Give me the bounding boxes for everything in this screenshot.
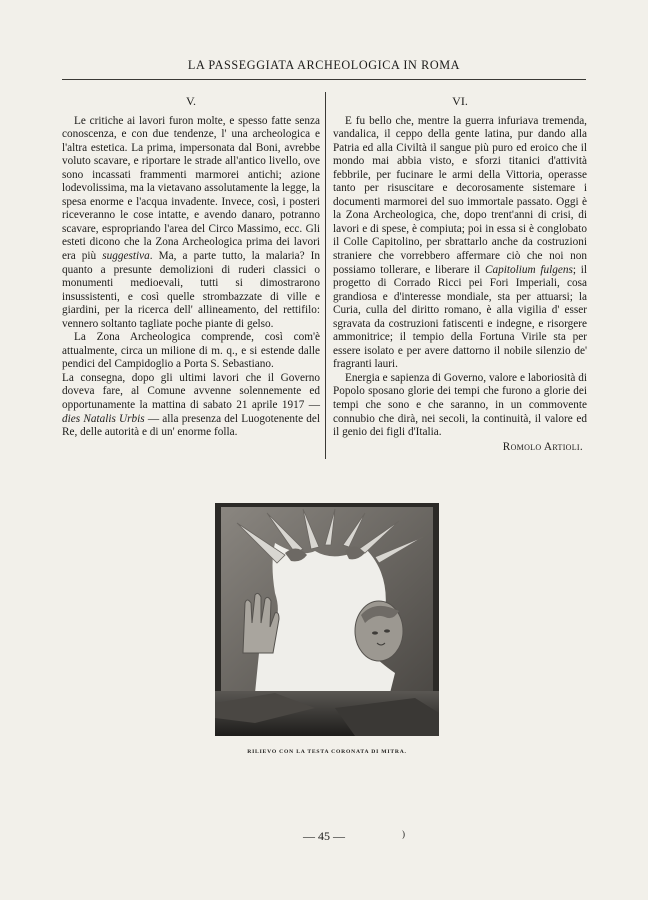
running-header: LA PASSEGGIATA ARCHEOLOGICA IN ROMA bbox=[187, 58, 461, 72]
italic-term: dies Natalis Urbis bbox=[62, 412, 145, 425]
paragraph-guerra bbox=[333, 115, 587, 372]
author-signature: Romolo Artioli. bbox=[502, 440, 583, 453]
right-column bbox=[333, 95, 587, 454]
relief-image bbox=[215, 503, 439, 736]
paragraph-text: E fu bello che, mentre la guerra infuriava tremenda, vandalica, il ceppo della gente latina, pur dando alla Patria ed alla Civiltà il sangue più puro ed eroico che il mondo mai abbia visto, e sforzi titanici d'attività febbrile, per fucinare le armi della Vittoria, operasse tanto per risuscitare e decorosamente sistemare i documenti marmorei del suo immortale passato. Oggi è la Zona Archeologica, che, dopo trent'anni di crisi, di lavori e di spese, è compiuta; poi in essa si è conglobato il Colle Capitolino, per sbrattarlo anche da costruzioni straniere che vorrebbero affermare ciò che noi non possiamo tollerare, e liberare il bbox=[333, 114, 587, 276]
column-divider bbox=[325, 92, 326, 459]
paragraph-text: — alla presenza del Luogotenente del Re, delle autorità e di un' enorme folla. bbox=[62, 412, 321, 439]
paragraph-text: ; il progetto di Corrado Ricci pei Fori Imperiali, cosa grandiosa e d'interesse mondiale, sta per attuarsi; la Curia, culla del diritto romano, è alla vigilia d' esser sgravata da costruzioni fatiscenti e indegne, e risorgere ammonitrice; il tempio della Fortuna Virile sta per essere isolato e per avere dattorno il nobile silenzio de' fragranti lauri. bbox=[333, 263, 587, 371]
paragraph-energia: Energia e sapienza di Governo, valore e laboriosità di Popolo sposano glorie dei tempi che furono a glorie dei tempi che sono e che saranno, in un commovente connubio che dirà, nei secoli, la continuità, il valore ed il genio dei figli d'Italia. bbox=[333, 371, 587, 439]
italic-term: Capitolium fulgens bbox=[485, 263, 573, 276]
italic-term: suggestiva bbox=[102, 250, 150, 263]
section-number-vi: VI. bbox=[452, 94, 468, 108]
header-rule bbox=[62, 79, 586, 80]
page-number: — 45 — bbox=[303, 829, 345, 843]
paragraph-critiche bbox=[62, 115, 320, 332]
carved-head bbox=[355, 601, 403, 661]
relief-photograph bbox=[215, 503, 439, 736]
paragraph-text: La consegna, dopo gli ultimi lavori che il Governo doveva fare, al Comune avvenne solennemente ed opportunamente la mattina di sabato 21 aprile 1917 — bbox=[62, 371, 320, 412]
left-column bbox=[62, 95, 320, 440]
paragraph-text: Le critiche ai lavori furon molte, e spesso fatte senza conoscenza, e con due tendenze, l' una archeologica e l'altra estetica. La prima, impersonata dal Boni, avrebbe voluto scavare, e riportare le strade all'antico livello, ove sono incassati frammenti marmorei antichi; azione lodevolissima, ma la vietavano assolutamente la legge, la spesa enorme e l'acqua invadente. Invece, così, i posteri riceveranno le cose intatte, e avendo danaro, potranno scavare, espropriando l'area del Circo Massimo, ecc. Gli esteti dicono che la Zona Archeologica prima dei lavori era più bbox=[62, 114, 320, 263]
figure-caption: RILIEVO CON LA TESTA CORONATA DI MITRA. bbox=[247, 749, 407, 755]
stray-mark: ) bbox=[402, 829, 405, 839]
paragraph-zona: La Zona Archeologica comprende, così com'è attualmente, circa un milione di m. q., e si estende dalle pendici del Campidoglio a Porta S. Sebastiano. bbox=[62, 331, 320, 371]
paragraph-text: . Ma, a parte tutto, la malaria? In quanto a presunte demolizioni di ruderi classici o monumenti medioevali, tutti si dimostrarono insussistenti, e così quelle strombazzate di ville e giardini, per la ricerca dell' allineamento, del rettifilo: vennero soltanto tagliate poche piante di gelso. bbox=[62, 250, 321, 330]
section-number-v: V. bbox=[185, 94, 197, 108]
paragraph-consegna bbox=[62, 372, 320, 440]
